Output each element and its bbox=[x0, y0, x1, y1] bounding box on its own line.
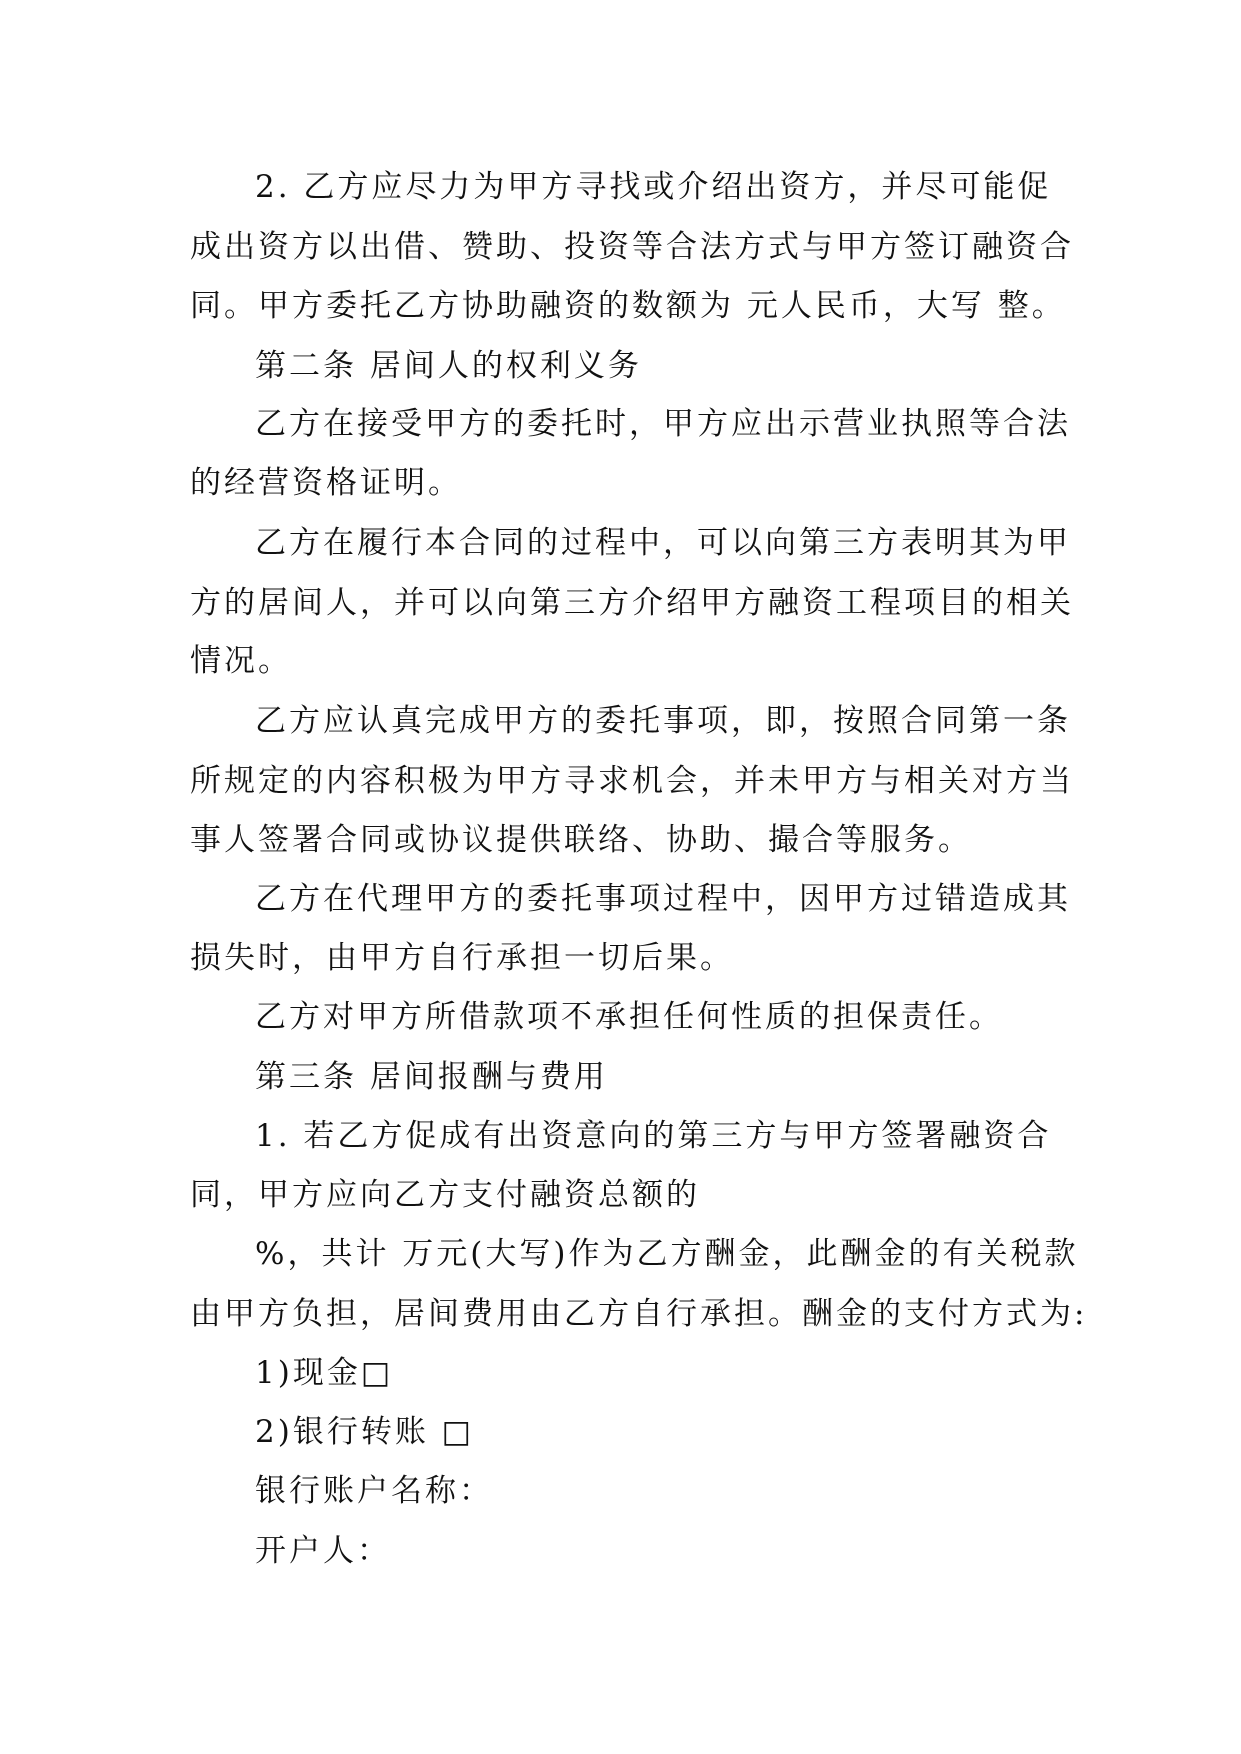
text-line: 1. 若乙方促成有出资意向的第三方与甲方签署融资合 bbox=[255, 1118, 1052, 1154]
text-line: 2. 乙方应尽力为甲方寻找或介绍出资方，并尽可能促 bbox=[255, 169, 1052, 205]
text-line: 的经营资格证明。 bbox=[190, 465, 462, 501]
account-holder-label: 开户人： bbox=[255, 1533, 391, 1569]
text-line: 所规定的内容积极为甲方寻求机会，并未甲方与相关对方当 bbox=[190, 763, 1074, 799]
text-line: 方的居间人，并可以向第三方介绍甲方融资工程项目的相关 bbox=[190, 585, 1074, 621]
text-line: 情况。 bbox=[190, 643, 292, 679]
text-line: 乙方在接受甲方的委托时，甲方应出示营业执照等合法 bbox=[255, 406, 1071, 442]
text-line: 乙方应认真完成甲方的委托事项，即，按照合同第一条 bbox=[255, 703, 1071, 739]
section-heading: 第二条 居间人的权利义务 bbox=[255, 348, 642, 384]
payment-option-cash: 1)现金□ bbox=[255, 1355, 394, 1391]
text-line: 成出资方以出借、赞助、投资等合法方式与甲方签订融资合 bbox=[190, 229, 1074, 265]
bank-account-name-label: 银行账户名称： bbox=[255, 1473, 493, 1509]
text-line: 损失时，由甲方自行承担一切后果。 bbox=[190, 940, 734, 976]
text-line: 乙方对甲方所借款项不承担任何性质的担保责任。 bbox=[255, 999, 1003, 1035]
section-heading: 第三条 居间报酬与费用 bbox=[255, 1059, 608, 1095]
text-line: 乙方在代理甲方的委托事项过程中，因甲方过错造成其 bbox=[255, 881, 1071, 917]
text-line: %，共计 万元(大写)作为乙方酬金，此酬金的有关税款 bbox=[255, 1236, 1079, 1272]
text-line: 同，甲方应向乙方支付融资总额的 bbox=[190, 1177, 700, 1213]
text-line: 事人签署合同或协议提供联络、协助、撮合等服务。 bbox=[190, 822, 972, 858]
text-line: 同。甲方委托乙方协助融资的数额为 元人民币，大写 整。 bbox=[190, 288, 1066, 324]
payment-option-bank-transfer: 2)银行转账 □ bbox=[255, 1414, 474, 1450]
text-line: 由甲方负担，居间费用由乙方自行承担。酬金的支付方式为: bbox=[190, 1296, 1088, 1332]
text-line: 乙方在履行本合同的过程中，可以向第三方表明其为甲 bbox=[255, 525, 1071, 561]
